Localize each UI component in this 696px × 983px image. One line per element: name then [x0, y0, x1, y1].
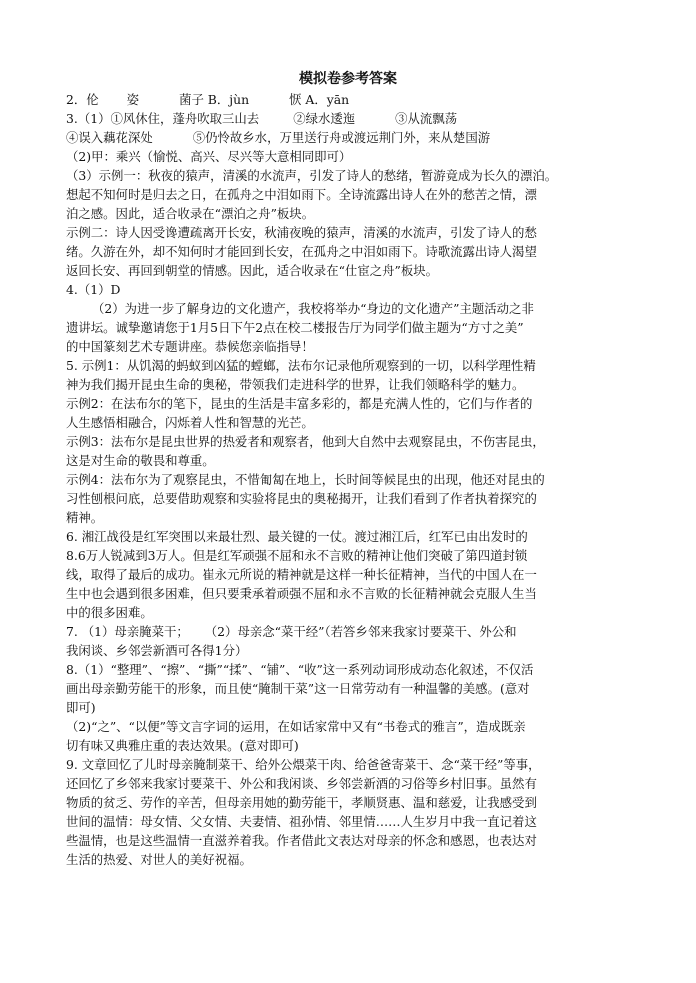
- q2-word-3: 菌子 B．jùn: [179, 92, 250, 107]
- answer-2: [66, 90, 634, 109]
- answer-3-line-1: [66, 109, 634, 128]
- answer-3-line-4: （3）示例一：秋夜的猿声，清溪的水流声，引发了诗人的愁绪，暂游竟成为长久的漂泊。: [66, 168, 558, 183]
- answer-3-line-9: 返回长安、再回到朝堂的情感。因此，适合收录在“仕宦之舟”板块。: [66, 263, 438, 278]
- answer-8-line-1: 8.（1）“整理”、“擦”、“撕”“揉”、“铺”、“收”这一系列动词形成动态化叙述，不仅活: [66, 662, 534, 677]
- page-title: 模拟卷参考答案: [299, 71, 397, 87]
- answer-4-line-4: 的中国篆刻艺术专题讲座。恭候您亲临指导！: [66, 339, 314, 354]
- answer-8-line-5: 切有味又典雅庄重的表达效果。(意对即可): [66, 738, 299, 753]
- answer-body: [66, 90, 634, 869]
- answer-3-line-5: 想起不知何时是归去之日，在孤舟之中泪如雨下。全诗流露出诗人在外的愁苦之情，漂: [66, 187, 537, 202]
- q3-part-4: ④误入藕花深处: [66, 130, 153, 145]
- answer-6-line-5: 中的很多困难。: [66, 605, 153, 620]
- answer-3-line-6: 泊之感。因此，适合收录在“漂泊之舟”板块。: [66, 206, 315, 221]
- answer-5-line-2: 神为我们揭开昆虫生命的奥秘，带领我们走进科学的世界，让我们领略科学的魅力。: [66, 377, 525, 392]
- answer-6-line-4: 生中也会遇到很多困难，但只要秉承着顽强不屈和永不言败的长征精神就会克服人生当: [66, 586, 537, 601]
- answer-9-line-5: 些温情，也是这些温情一直滋养着我。作者借此文表达对母亲的怀念和感恩，也表达对: [66, 833, 537, 848]
- answer-4-line-3: 遗讲坛。诚挚邀请您于1月5日下午2点在校二楼报告厅为同学们做主题为“方寸之美”: [66, 320, 524, 335]
- answer-4-line-2: （2）为进一步了解身边的文化遗产，我校将举办“身边的文化遗产”主题活动之非: [92, 301, 534, 316]
- q2-word-4: 恹 A．yān: [289, 92, 350, 107]
- answer-4-line-1: 4.（1）D: [66, 282, 121, 297]
- q7-part-2: （2）母亲念“菜干经”（若答乡邻来我家讨要菜干、外公和: [204, 624, 517, 639]
- answer-9-line-4: 世间的温情：母女情、父女情、夫妻情、祖孙情、邻里情……人生岁月中我一直记着这: [66, 814, 537, 829]
- q2-number: 2．: [66, 92, 87, 107]
- answer-3-line-2: [66, 128, 634, 147]
- answer-5-line-8: 习性刨根问底，总要借助观察和实验将昆虫的奥秘揭开，让我们看到了作者执着探究的: [66, 491, 537, 506]
- answer-5-line-1: 5. 示例1：从饥渴的蚂蚁到凶猛的螳螂，法布尔记录他所观察到的一切，以科学理性精: [66, 358, 536, 373]
- answer-5-line-6: 这是对生命的敬畏和尊重。: [66, 453, 215, 468]
- q3-part-3: ③从流飘荡: [395, 111, 458, 126]
- answer-9-line-1: 9. 文章回忆了儿时母亲腌制菜干、给外公煨菜干肉、给爸爸寄菜干、念“菜干经”等事，: [66, 757, 541, 772]
- answer-7-line-1: [66, 622, 634, 641]
- answer-5-line-9: 精神。: [66, 510, 104, 525]
- answer-8-line-3: 即可): [66, 700, 96, 715]
- answer-9-line-2: 还回忆了乡邻来我家讨要菜干、外公和我闲谈、乡邻尝新酒的习俗等乡村旧事。虽然有: [66, 776, 537, 791]
- answer-3-line-3: （2)甲：乘兴（愉悦、高兴、尽兴等大意相同即可）: [66, 149, 352, 164]
- answer-9-line-3: 物质的贫乏、劳作的辛苦，但母亲用她的勤劳能干，孝顺贤惠、温和慈爱，让我感受到: [66, 795, 537, 810]
- q3-part-5: ⑤仍怜故乡水，万里送行舟或渡远荆门外，来从楚国游: [192, 130, 491, 145]
- answer-6-line-2: 8.6万人锐减到3万人。但是红军顽强不屈和永不言败的精神让他们突破了第四道封锁: [66, 548, 528, 563]
- answer-6-line-1: 6. 湘江战役是红军突围以来最壮烈、最关键的一仗。渡过湘江后，红军已由出发时的: [66, 529, 528, 544]
- q7-part-1: 7. （1）母亲腌菜干；: [66, 624, 189, 639]
- answer-5-line-3: 示例2：在法布尔的笔下，昆虫的生活是丰富多彩的，都是充满人性的，它们与作者的: [66, 396, 533, 411]
- answer-3-line-8: 绪。久游在外，却不知何时才能回到长安，在孤舟之中泪如雨下。诗歌流露出诗人渴望: [66, 244, 537, 259]
- answer-6-line-3: 线，取得了最后的成功。崔永元所说的精神就是这样一种长征精神，当代的中国人在一: [66, 567, 537, 582]
- answer-7-line-2: 我闲谈、乡邻尝新酒可各得1分）: [66, 643, 248, 658]
- answer-9-line-6: 生活的热爱、对世人的美好祝福。: [66, 852, 252, 867]
- answer-5-line-7: 示例4：法布尔为了观察昆虫，不惜匍匐在地上，长时间等候昆虫的出现，他还对昆虫的: [66, 472, 545, 487]
- q3-part-2: ②绿水逶迤: [293, 111, 356, 126]
- answer-8-line-2: 画出母亲勤劳能干的形象，而且使“腌制干菜”这一日常劳动有一种温馨的美感。(意对: [66, 681, 530, 696]
- q2-word-1: 伦: [86, 92, 99, 107]
- answer-5-line-4: 人生感悟相融合，闪烁着人性和智慧的光芒。: [66, 415, 314, 430]
- answer-5-line-5: 示例3：法布尔是昆虫世界的热爱者和观察者，他到大自然中去观察昆虫，不伤害昆虫，: [66, 434, 545, 449]
- q3-part-1: 3.（1）①风休住，蓬舟吹取三山去: [66, 111, 260, 126]
- q2-word-2: 姿: [126, 92, 140, 107]
- answer-8-line-4: （2)“之”、“以便”等文言字词的运用，在如话家常中又有“书卷式的雅言”，造成既亲: [66, 719, 526, 734]
- answer-3-line-7: 示例二：诗人因受谗遭疏离开长安，秋浦夜晚的猿声，清溪的水流声，引发了诗人的愁: [66, 225, 537, 240]
